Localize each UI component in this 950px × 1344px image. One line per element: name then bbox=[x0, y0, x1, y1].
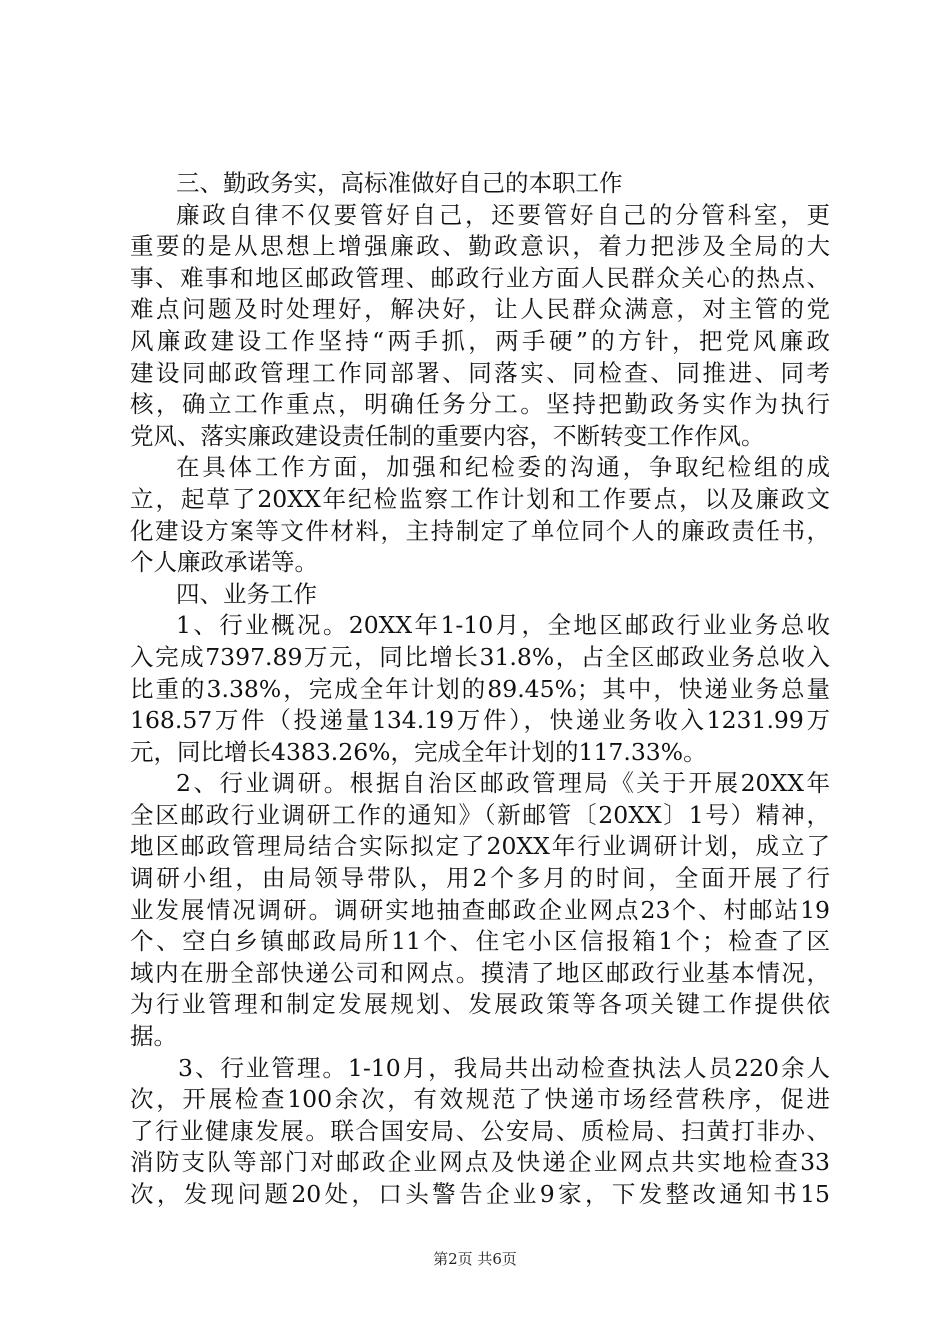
text-line: 域内在册全部快递公司和网点。摸清了地区邮政行业基本情况， bbox=[130, 958, 830, 987]
text-line: 业发展情况调研。调研实地抽查邮政企业网点23个、村邮站19 bbox=[130, 895, 830, 924]
text-line: 三、勤政务实，高标准做好自己的本职工作 bbox=[176, 169, 623, 197]
document-body bbox=[130, 168, 830, 1211]
text-line: 消防支队等部门对邮政企业网点及快递企业网点共实地检查33 bbox=[130, 1148, 830, 1177]
text-line: 难点问题及时处理好，解决好，让人民群众满意，对主管的党 bbox=[130, 295, 830, 324]
text-line: 次，开展检查100余次，有效规范了快递市场经营秩序，促进 bbox=[130, 1085, 830, 1114]
text-line: 核，确立工作重点，明确任务分工。坚持把勤政务实作为执行 bbox=[130, 390, 830, 419]
text-line: 了行业健康发展。联合国安局、公安局、质检局、扫黄打非办、 bbox=[130, 1116, 830, 1145]
text-line: 168.57万件（投递量134.19万件），快递业务收入1231.99万 bbox=[130, 706, 830, 735]
text-line: 事、难事和地区邮政管理、邮政行业方面人民群众关心的热点、 bbox=[130, 263, 830, 292]
text-line: 个、空白乡镇邮政局所11个、住宅小区信报箱1个；检查了区 bbox=[130, 927, 830, 956]
text-line: 次，发现问题20处，口头警告企业9家，下发整改通知书15 bbox=[130, 1180, 830, 1208]
text-line: 化建设方案等文件材料，主持制定了单位同个人的廉政责任书， bbox=[130, 516, 830, 545]
page-footer: 第2页 共6页 bbox=[433, 1250, 517, 1268]
text-line: 立，起草了20XX年纪检监察工作计划和工作要点，以及廉政文 bbox=[130, 484, 830, 513]
text-line: 党风、落实廉政建设责任制的重要内容，不断转变工作作风。 bbox=[130, 421, 765, 450]
text-line: 全区邮政行业调研工作的通知》（新邮管〔20XX〕1号）精神， bbox=[130, 800, 830, 829]
text-line: 1、行业概况。20XX年1-10月，全地区邮政行业业务总收 bbox=[176, 611, 830, 640]
text-line: 风廉政建设工作坚持“两手抓，两手硬”的方针，把党风廉政 bbox=[130, 326, 830, 355]
text-line: 为行业管理和制定发展规划、发展政策等各项关键工作提供依 bbox=[130, 990, 830, 1019]
text-line: 建设同邮政管理工作同部署、同落实、同检查、同推进、同考 bbox=[130, 358, 830, 387]
text-line: 在具体工作方面，加强和纪检委的沟通，争取纪检组的成 bbox=[176, 453, 830, 482]
text-line: 个人廉政承诺等。 bbox=[130, 548, 318, 577]
text-line: 3、行业管理。1-10月，我局共出动检查执法人员220余人 bbox=[178, 1053, 830, 1082]
text-line: 廉政自律不仅要管好自己，还要管好自己的分管科室，更 bbox=[176, 200, 830, 229]
text-line: 据。 bbox=[130, 1022, 177, 1051]
text-line: 调研小组，由局领导带队，用2个多月的时间，全面开展了行 bbox=[130, 864, 830, 893]
text-line: 四、业务工作 bbox=[176, 579, 317, 608]
text-line: 入完成7397.89万元，同比增长31.8%，占全区邮政业务总收入 bbox=[130, 642, 830, 671]
text-line: 2、行业调研。根据自治区邮政管理局《关于开展20XX年 bbox=[176, 769, 830, 798]
text-line: 比重的3.38%，完成全年计划的89.45%；其中，快递业务总量 bbox=[130, 674, 830, 703]
text-line: 地区邮政管理局结合实际拟定了20XX年行业调研计划，成立了 bbox=[130, 832, 830, 861]
text-line: 重要的是从思想上增强廉政、勤政意识，着力把涉及全局的大 bbox=[130, 232, 830, 261]
text-line: 元，同比增长4383.26%，完成全年计划的117.33%。 bbox=[130, 737, 707, 766]
